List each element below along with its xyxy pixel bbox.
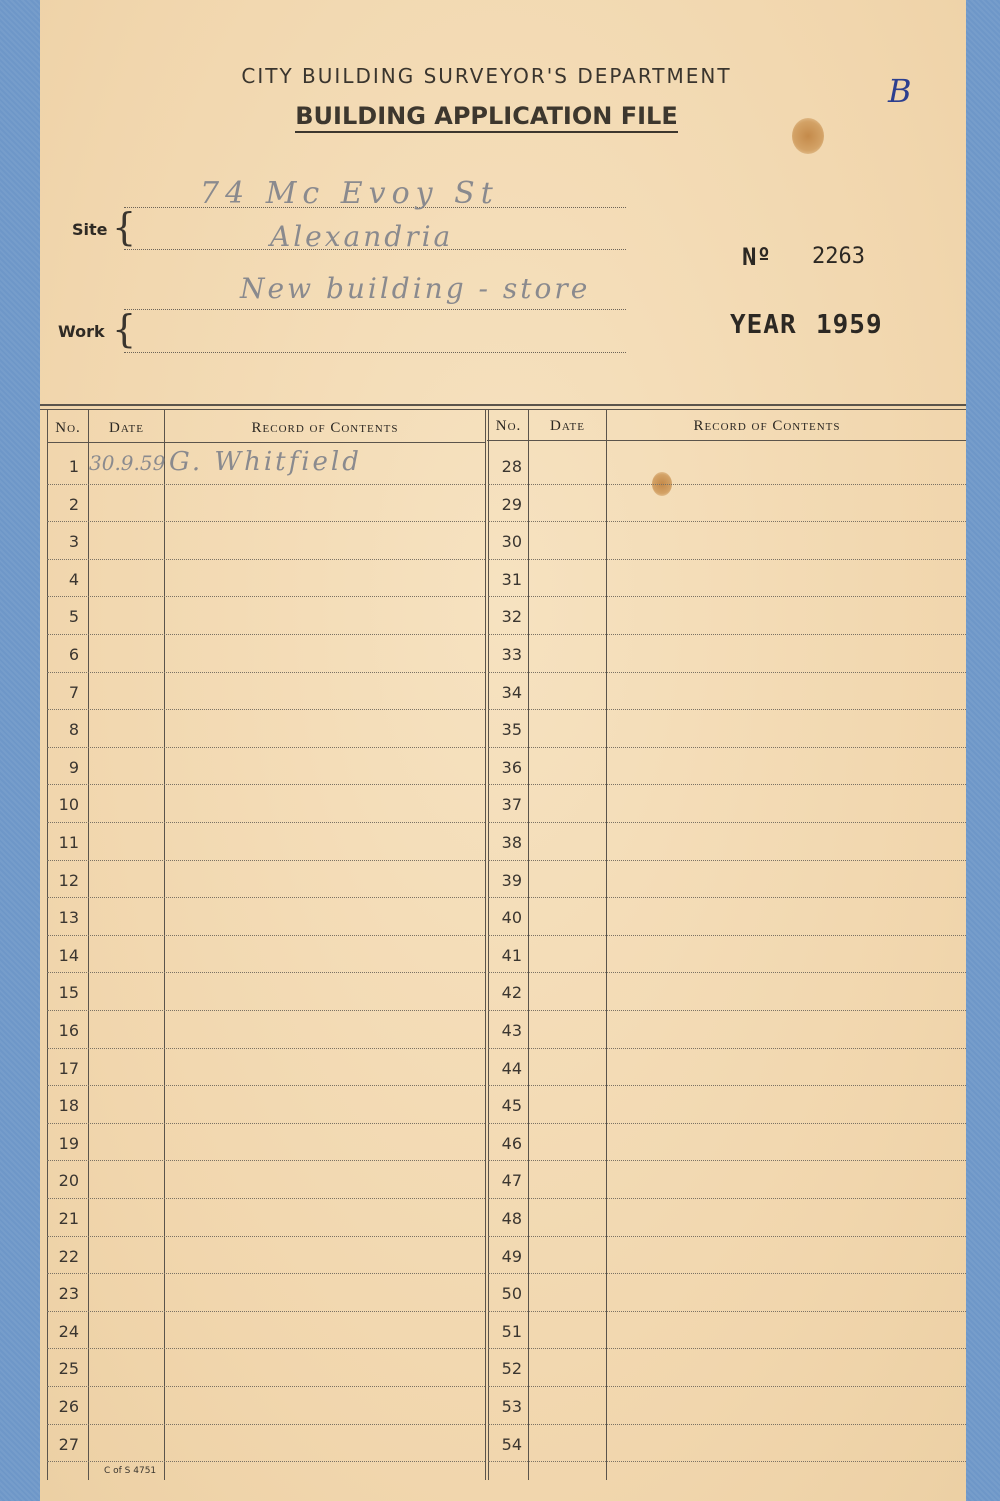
row-number: 39 [501, 870, 522, 890]
right-header-no: No. [495, 418, 522, 434]
table-row [47, 1387, 485, 1425]
table-row [488, 936, 966, 974]
table-row [488, 861, 966, 899]
table-row [488, 1312, 966, 1350]
table-row [47, 1199, 485, 1237]
table-row [488, 560, 966, 598]
binding-strip-left [0, 0, 40, 1501]
table-row [47, 597, 485, 635]
row-number: 21 [58, 1209, 79, 1228]
table-row [488, 447, 966, 485]
row-rule [488, 1461, 966, 1462]
left-header-date: Date [109, 420, 144, 436]
row-number: 36 [501, 757, 522, 777]
table-row [47, 1124, 485, 1162]
work-handwritten-line-1: New building - store [240, 272, 591, 305]
file-number-value: 2263 [812, 244, 865, 269]
table-row [47, 1086, 485, 1124]
table-row [488, 973, 966, 1011]
table-row [488, 597, 966, 635]
row-number: 6 [68, 645, 79, 664]
row-number: 25 [58, 1359, 79, 1379]
table-row [488, 522, 966, 560]
row-number: 44 [501, 1058, 522, 1078]
year-label: YEAR [730, 310, 797, 340]
row-number: 18 [58, 1096, 79, 1116]
table-row [47, 785, 485, 823]
row-number: 45 [501, 1096, 522, 1116]
row-number: 41 [501, 945, 522, 965]
work-label: Work [58, 322, 105, 341]
file-number-label: Nº [742, 243, 771, 271]
row-number: 19 [58, 1133, 79, 1153]
table-row [47, 560, 485, 598]
row-number: 17 [58, 1058, 79, 1078]
left-header-record: Record of Contents [251, 420, 399, 436]
row-number: 22 [58, 1246, 79, 1266]
row-number: 2 [68, 494, 79, 514]
print-reference: C of S 4751 [104, 1466, 157, 1476]
row-number: 31 [501, 569, 522, 589]
row-number: 37 [501, 795, 522, 815]
table-row [47, 748, 485, 786]
table-row [488, 1387, 966, 1425]
table-row [47, 1049, 485, 1087]
center-divider [485, 410, 486, 1480]
row-number: 7 [68, 682, 79, 702]
work-line-2 [124, 352, 626, 353]
table-row [488, 1086, 966, 1124]
work-brace: { [112, 307, 137, 351]
table-row [488, 1274, 966, 1312]
work-line-1 [124, 309, 626, 310]
table-row [47, 1161, 485, 1199]
table-row [488, 823, 966, 861]
row-number: 46 [501, 1133, 522, 1153]
row-number: 47 [501, 1171, 522, 1191]
site-label: Site [72, 220, 108, 239]
table-row [47, 485, 485, 523]
file-title [0, 102, 973, 130]
row-number: 14 [58, 945, 79, 965]
table-row [488, 1011, 966, 1049]
row-number: 1 [68, 457, 79, 476]
row-number: 38 [501, 833, 522, 852]
table-row [488, 1425, 966, 1463]
row-number: 35 [501, 720, 522, 740]
row-number: 3 [68, 532, 79, 552]
table-row [488, 1049, 966, 1087]
row-number: 50 [501, 1284, 522, 1304]
row-number: 32 [501, 607, 522, 627]
table-row [47, 1425, 485, 1463]
row-number: 10 [58, 795, 79, 815]
row-date: 30.9.59 [89, 451, 166, 475]
table-row [488, 635, 966, 673]
row-number: 4 [68, 569, 79, 589]
row-number: 20 [58, 1171, 79, 1191]
table-row [488, 1199, 966, 1237]
table-row [47, 898, 485, 936]
table-row [488, 1161, 966, 1199]
table-top-rule-thin [40, 409, 966, 410]
row-number: 23 [58, 1284, 79, 1304]
table-row [488, 710, 966, 748]
table-row [488, 785, 966, 823]
right-header-rule [487, 440, 966, 441]
row-number: 48 [501, 1209, 522, 1228]
right-header-date: Date [550, 418, 585, 434]
table-row [488, 485, 966, 523]
row-rule [47, 1461, 485, 1462]
table-row [47, 936, 485, 974]
table-row [47, 522, 485, 560]
site-brace: { [112, 205, 137, 249]
row-number: 49 [501, 1246, 522, 1266]
row-number: 26 [58, 1397, 79, 1416]
row-number: 29 [501, 494, 522, 514]
row-number: 30 [501, 532, 522, 552]
row-number: 54 [501, 1434, 522, 1454]
right-header-record: Record of Contents [693, 418, 841, 434]
table-row [488, 898, 966, 936]
row-number: 24 [58, 1321, 79, 1341]
table-row [47, 823, 485, 861]
row-number: 16 [58, 1021, 79, 1040]
site-handwritten-line-1: 74 Mc Evoy St [200, 176, 499, 211]
row-number: 34 [501, 682, 522, 702]
year-value: 1959 [816, 310, 883, 340]
row-number: 8 [68, 720, 79, 740]
table-row [47, 861, 485, 899]
left-header-no: No. [55, 420, 81, 436]
row-number: 52 [501, 1359, 522, 1379]
table-row [488, 673, 966, 711]
table-row [47, 973, 485, 1011]
row-number: 33 [501, 645, 522, 664]
file-title-text: BUILDING APPLICATION FILE [295, 102, 677, 133]
row-number: 42 [501, 983, 522, 1003]
table-row [488, 1237, 966, 1275]
row-number: 43 [501, 1021, 522, 1040]
table-row [488, 748, 966, 786]
table-row [47, 710, 485, 748]
table-row [47, 1274, 485, 1312]
table-row [47, 673, 485, 711]
row-number: 5 [68, 607, 79, 627]
table-row [47, 1237, 485, 1275]
annotation-letter: B [888, 72, 912, 110]
row-record: G. Whitfield [169, 447, 362, 477]
department-heading: CITY BUILDING SURVEYOR'S DEPARTMENT [241, 64, 732, 88]
table-top-rule [40, 404, 966, 406]
left-header-rule [47, 442, 485, 443]
row-number: 13 [58, 908, 79, 928]
table-row [47, 635, 485, 673]
row-number: 53 [501, 1397, 522, 1416]
binding-strip-right [966, 0, 1000, 1501]
table-row [488, 1349, 966, 1387]
table-row [47, 1312, 485, 1350]
table-row [47, 447, 485, 485]
table-row [47, 1011, 485, 1049]
row-number: 51 [501, 1321, 522, 1341]
row-number: 11 [58, 833, 79, 852]
row-number: 9 [68, 757, 79, 777]
row-number: 28 [501, 457, 522, 476]
row-number: 27 [58, 1434, 79, 1454]
table-row [47, 1349, 485, 1387]
row-number: 15 [58, 983, 79, 1003]
table-row [488, 1124, 966, 1162]
row-number: 40 [501, 908, 522, 928]
site-handwritten-line-2: Alexandria [270, 220, 454, 253]
row-number: 12 [58, 870, 79, 890]
